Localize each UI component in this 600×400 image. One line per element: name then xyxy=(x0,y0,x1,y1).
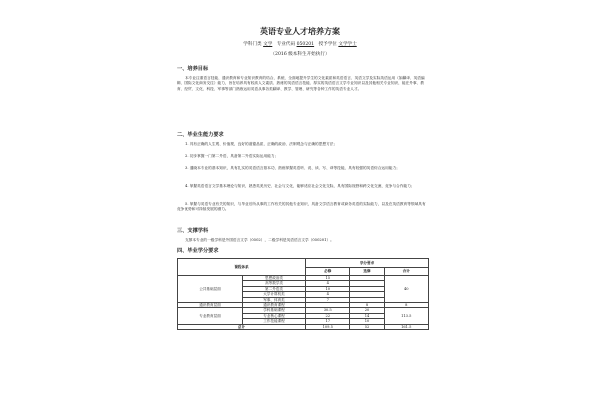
elective-credits: 14 xyxy=(350,313,384,318)
ability-item-4: 4. 掌握英语语言文学基本理论与知识，熟悉英美历史、社会与文化，能够适应社会文化交际，具有国际视野和跨文化交流、竞争与合作能力； xyxy=(185,184,415,188)
course-name: 高等数学类 xyxy=(243,281,306,286)
goal-paragraph: 本专业注重语言技能、通识教育和专业知识教育的结合，系统、全面地提升学生的文化素质和英语语言、英语文学及实际英语运用（如翻译、英语编辑、国际文化商务交往）能力，旨在培养具有较高人文素质、熟练的英语语言技能、厚实的英语语言文学专业知识以及其他相关专业知识，能在外事、教育、经贸、文化、科技、军事等部门熟练运用英语从事各类翻译、教学、管理、研究等各种工作的英语专业人才。 xyxy=(177,76,425,91)
code-label: 专业代码 xyxy=(276,42,296,47)
course-name: 军事、体育类 xyxy=(243,297,306,302)
category-value: 文学 xyxy=(263,42,273,47)
category-label: 学科门类 xyxy=(243,42,262,47)
required-credits: 4 xyxy=(306,292,350,297)
header-total: 合计 xyxy=(384,267,428,276)
group-name: 专业教育层面 xyxy=(178,308,243,324)
group-total: 40 xyxy=(384,276,428,303)
group-name: 公共基础层面 xyxy=(178,276,243,303)
sum-total: 161.5 xyxy=(384,324,428,329)
course-name: 通识教育课程 xyxy=(243,303,306,308)
effective-note: （2016 级本科生开始执行） xyxy=(270,52,330,57)
required-credits: 17 xyxy=(306,319,350,324)
course-name: 第二外语类 xyxy=(243,286,306,291)
header-credit: 学分要求 xyxy=(306,259,429,268)
code-value: 050201 xyxy=(296,42,315,47)
header-elective: 选修 xyxy=(350,267,384,276)
table-sum-row xyxy=(178,324,429,329)
elective-credits: 20 xyxy=(350,308,384,313)
required-credits: 4 xyxy=(306,281,350,286)
credit-table xyxy=(177,258,429,330)
group-total: 8 xyxy=(384,303,428,308)
ability-item-2: 2. 初步掌握一门第二外语，具备第二外语实际运用能力； xyxy=(185,154,279,158)
sum-elective: 52 xyxy=(350,324,384,329)
section-heading-abilities: 二、毕业生能力要求 xyxy=(177,132,224,138)
table-header-row xyxy=(178,259,429,268)
ability-item-1: 1. 具有正确的人生观、价值观，良好的道德品质，正确的政治、法制观念与正确的思想方法； xyxy=(185,142,338,146)
elective-credits: 8 xyxy=(350,303,384,308)
course-name: 大学计算机类 xyxy=(243,292,306,297)
group-name: 通识教育层面 xyxy=(178,303,243,308)
document-page xyxy=(167,20,433,390)
group-total: 113.5 xyxy=(384,308,428,324)
ability-item-3: 3. 通晓本专业的基本知识，具有扎实的英语语言基本功，熟练掌握英语听、说、读、写、译等技能，具有较强的英语综合运用能力； xyxy=(185,166,400,170)
degree-value: 文学学士 xyxy=(338,42,357,47)
course-name: 学科基础课程 xyxy=(243,308,306,313)
sum-required: 109.5 xyxy=(306,324,350,329)
degree-label: 授予学位 xyxy=(318,42,337,47)
required-credits: 15 xyxy=(306,276,350,281)
program-meta xyxy=(167,42,433,48)
header-system: 课程体系 xyxy=(178,259,306,276)
required-credits: 7 xyxy=(306,297,350,302)
course-name: 工作技能课程 xyxy=(243,319,306,324)
required-credits: 10 xyxy=(306,286,350,291)
ability-item-5: 5. 掌握与英语专业有关的知识，与毕业后所从事的工作有关的其他专业知识，具备文学语言教育或商务英语的实际能力，以及在英语教育等领域具有竞争优势和可持续发展的潜力。 xyxy=(177,202,426,212)
sum-label: 总计 xyxy=(178,324,306,329)
document-title: 英语专业人才培养方案 xyxy=(260,26,340,36)
required-credits: 30.5 xyxy=(306,308,350,313)
course-name: 思想政治类 xyxy=(243,276,306,281)
section-heading-goal: 一、培养目标 xyxy=(177,66,209,72)
section-heading-discipline: 三、支撑学科 xyxy=(177,228,209,234)
course-name: 专业核心课程 xyxy=(243,313,306,318)
header-required: 必修 xyxy=(306,267,350,276)
elective-credits: 10 xyxy=(350,319,384,324)
required-credits: 22 xyxy=(306,313,350,318)
discipline-paragraph: 支撑本专业的一级学科是外国语言文学（0502），二级学科是英语语言文学（050201）。 xyxy=(185,238,334,242)
section-heading-credits: 四、毕业学分要求 xyxy=(177,248,219,254)
